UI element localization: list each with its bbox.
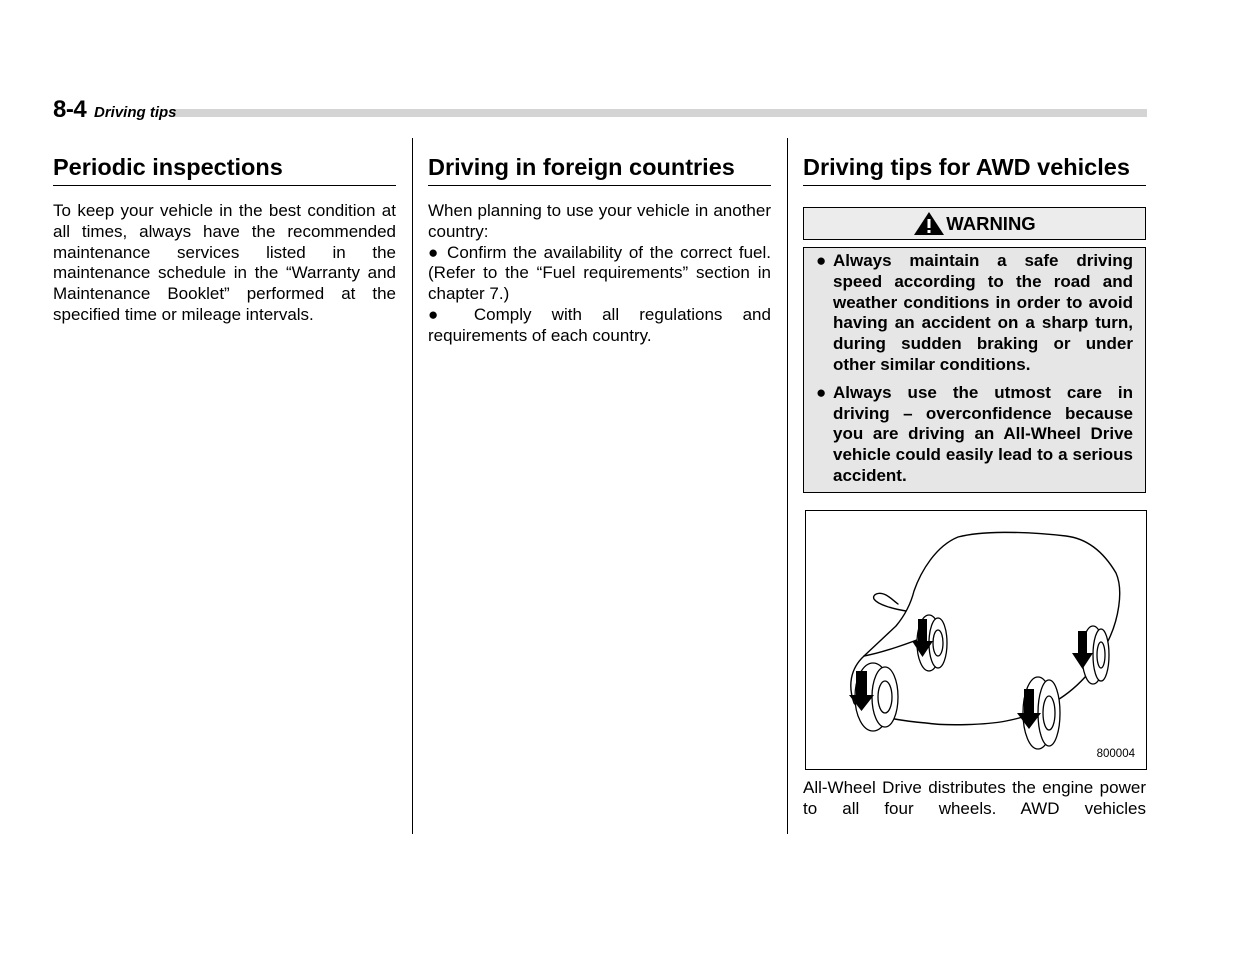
heading-periodic-inspections: Periodic inspections (53, 150, 396, 186)
list-item (428, 243, 771, 305)
column-awd-tips (803, 150, 1146, 819)
page-number: 8-4 (53, 96, 87, 123)
foreign-countries-bullet-1: Confirm the availability of the correct fuel. (Refer to the “Fuel requirements” section in chapter 7.) (428, 242, 771, 304)
header-bar (173, 109, 1147, 117)
column-divider (412, 138, 413, 834)
bullet-dot: ● (816, 251, 827, 270)
column-foreign-countries (428, 150, 771, 347)
figure-code: 800004 (1096, 747, 1135, 760)
awd-car-illustration (806, 511, 1146, 769)
section-title: Driving tips (94, 104, 177, 121)
warning-text-2: Always use the utmost care in driving – overconfidence because you are driving an All-Wheel Drive vehicle could easily lead to a serious accident. (833, 382, 1133, 485)
bullet-dot: ● (428, 304, 454, 324)
warning-header (803, 207, 1146, 240)
warning-triangle-icon (913, 211, 945, 236)
warning-box (803, 247, 1146, 493)
awd-body-text: All-Wheel Drive distributes the engine power to all four wheels. AWD vehicles (803, 777, 1146, 818)
bullet-dot: ● (428, 242, 441, 262)
foreign-countries-bullet-2: Comply with all regulations and requirements of each country. (428, 304, 771, 345)
awd-figure (805, 510, 1147, 770)
warning-text-1: Always maintain a safe driving speed according to the road and weather conditions in order to avoid having an accident on a sharp turn, during sudden braking or under other similar conditions. (833, 251, 1133, 374)
bullet-dot: ● (816, 382, 827, 402)
warning-label: WARNING (946, 212, 1036, 234)
heading-awd-tips: Driving tips for AWD vehicles (803, 150, 1146, 186)
list-item (428, 305, 771, 347)
warning-item (816, 383, 1133, 487)
heading-foreign-countries: Driving in foreign countries (428, 150, 771, 186)
column-divider (787, 138, 788, 834)
periodic-inspections-text: To keep your vehicle in the best condition at all times, always have the recommended maintenance services listed in the maintenance schedule in the “Warranty and Maintenance Booklet” performed at the specified time or mileage intervals. (53, 201, 396, 324)
column-periodic-inspections (53, 150, 396, 326)
foreign-countries-intro: When planning to use your vehicle in another country: (428, 201, 771, 241)
warning-item (816, 251, 1133, 376)
page-header (53, 96, 1147, 124)
